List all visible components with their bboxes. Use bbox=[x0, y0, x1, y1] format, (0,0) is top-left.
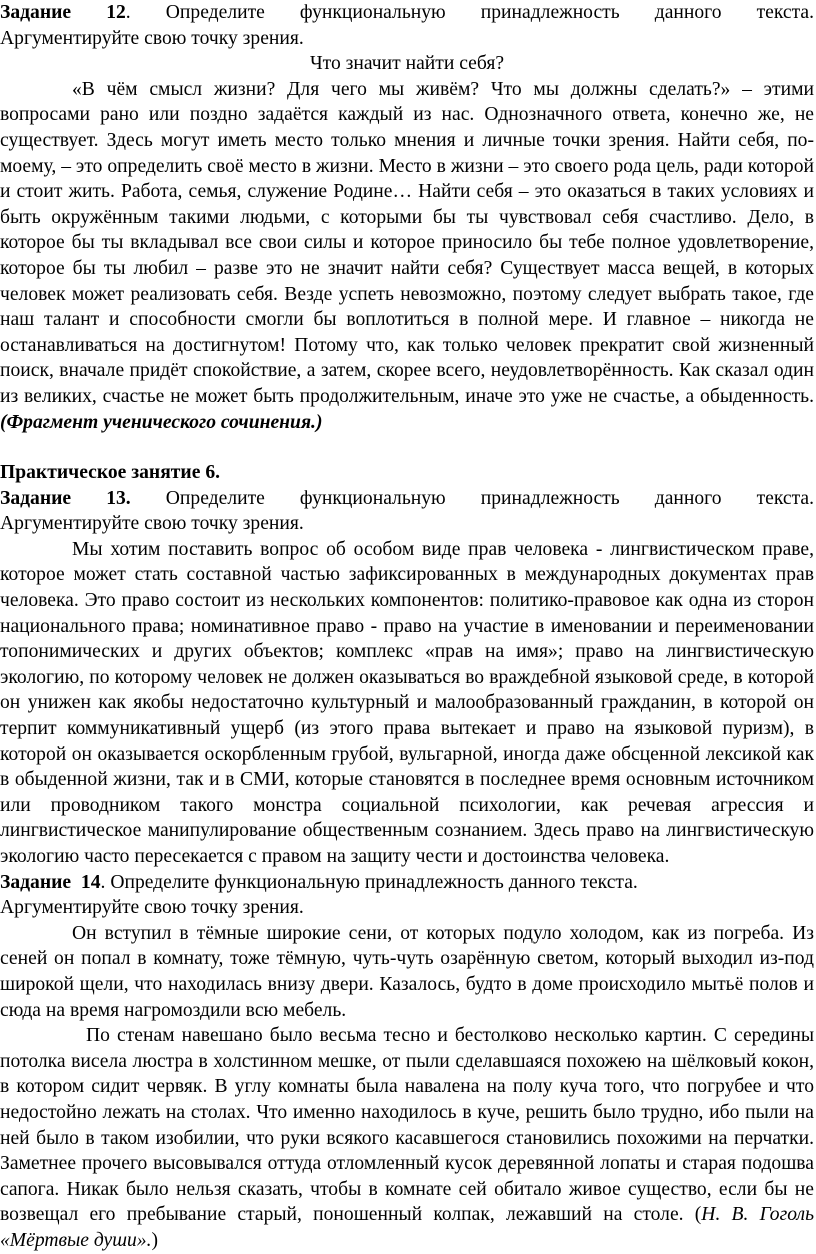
task13-instruction2: Аргументируйте свою точку зрения. bbox=[0, 513, 304, 535]
task12-source: (Фрагмент ученического сочинения.) bbox=[0, 411, 323, 433]
task14-source-close: ) bbox=[151, 1229, 159, 1251]
task12-title: Что значит найти себя? bbox=[309, 53, 505, 75]
task12-number: 12 bbox=[106, 2, 126, 23]
task14-body2 bbox=[0, 1023, 814, 1253]
task12-period: . bbox=[125, 2, 131, 23]
task14-source-open: ( bbox=[683, 1204, 702, 1226]
task12-instruction2: Аргументируйте свою точку зрения. bbox=[0, 27, 304, 49]
task12-body-text: «В чём смысл жизни? Для чего мы живём? Что мы должны сделать?» – этими вопросами рано или поздно задаётся каждый из нас. Однозначного ответа, конечно же, не существует. Здесь могут иметь место только мнения и личные точки зрения. Найти себя, по-моему, – это определить своё место в жизни. Место в жизни – это своего рода цель, ради которой и стоит жить. Работа, семья, служение Родине… Найти себя – это оказаться в таких условиях и быть окружённым такими людьми, с которыми бы ты чувствовал себя счастливо. Дело, в которое бы ты вкладывал все свои силы и которое приносило бы тебе полное удовлетворение, которое бы ты любил – разве это не значит найти себя? Существует масса вещей, в которых человек может реализовать себя. Везде успеть невозможно, поэтому следует выбрать такое, где наш талант и способности смогли бы воплотиться в полной мере. И главное – никогда не останавливаться на достигнутом! Потому что, как только человек прекратит свой жизненный поиск, вначале придёт спокойствие, а затем, скорее всего, неудовлетворённость. Как сказал один из великих, счастье не может быть продолжительным, иначе это уже не счастье, а обыденность. bbox=[0, 78, 814, 407]
task13-body: Мы хотим поставить вопрос об особом виде прав человека - лингвистическом праве, которое может стать составной частью зафиксированных в международных документах прав человека. Это право состоит из нескольких компонентов: политико-правовое как одна из сторон национального права; номинативное право - право на участие в именовании и переименовании топонимических и других объектов; комплекс «прав на имя»; право на лингвистическую экологию, по которому человек не должен оказываться во враждебной языковой среде, в которой он унижен как якобы недостаточно культурный и малообразованный гражданин, в которой он терпит коммуникативный ущерб (из этого права вытекает и право на языковой пуризм), в которой он оказывается оскорбленным грубой, вульгарной, иногда даже обсценной лексикой как в обыденной жизни, так и в СМИ, которые становятся в последнее время основным источником или проводником такого монстра социальной психологии, как речевая агрессия и лингвистическое манипулирование общественным сознанием. Здесь право на лингвистическую экологию часто пересекается с правом на защиту чести и достоинства человека. bbox=[0, 538, 814, 867]
task14-label: Задание bbox=[0, 871, 72, 893]
task14-instruction2: Аргументируйте свою точку зрения. bbox=[0, 897, 304, 919]
task14-heading bbox=[0, 870, 814, 896]
task12-label: Задание bbox=[0, 2, 72, 23]
spacer bbox=[0, 435, 814, 460]
task13-instruction: Определите функциональную принадлежность данного текста. bbox=[130, 487, 814, 509]
task14-body1: Он вступил в тёмные широкие сени, от которых подуло холодом, как из погреба. Из сеней он попал в комнату, тоже тёмную, чуть-чуть озарённую светом, который выходил из-под широкой щели, что находилась внизу двери. Казалось, будто в доме происходило мытьё полов и сюда на время нагромоздили всю мебель. bbox=[0, 922, 814, 1021]
task13-heading bbox=[0, 486, 814, 512]
task12-heading bbox=[0, 0, 814, 26]
task12-body bbox=[0, 77, 814, 435]
task13-label: Задание 13. bbox=[0, 487, 131, 509]
task14-source: Н. В. Гоголь «Мёртвые души». bbox=[0, 1204, 814, 1251]
task14-instruction: . Определите функциональную принадлежность данного текста. bbox=[100, 871, 638, 893]
task14-number: 14 bbox=[80, 871, 101, 893]
practical-heading: Практическое занятие 6. bbox=[0, 462, 221, 484]
task14-body2-text: По стенам навешано было весьма тесно и бестолково несколько картин. С середины потолка висела люстра в холстинном мешке, от пыли сделавшаяся похожею на шёлковый кокон, в котором сидит червяк. В углу комнаты была навалена на полу куча того, что погрубее и что недостойно лежать на столах. Что именно находилось в куче, решить было трудно, ибо пыли на ней было в таком изобилии, что руки всякого касавшегося становились похожими на перчатки. Заметнее прочего высовывался оттуда отломленный кусок деревянной лопаты и старая подошва сапога. Никак было нельзя сказать, чтобы в комнате сей обитало живое существо, если бы не возвещал его пребывание старый, поношенный колпак, лежавший на столе. bbox=[0, 1025, 814, 1226]
task12-instruction: Определите функциональную принадлежность данного текста. bbox=[130, 2, 814, 23]
